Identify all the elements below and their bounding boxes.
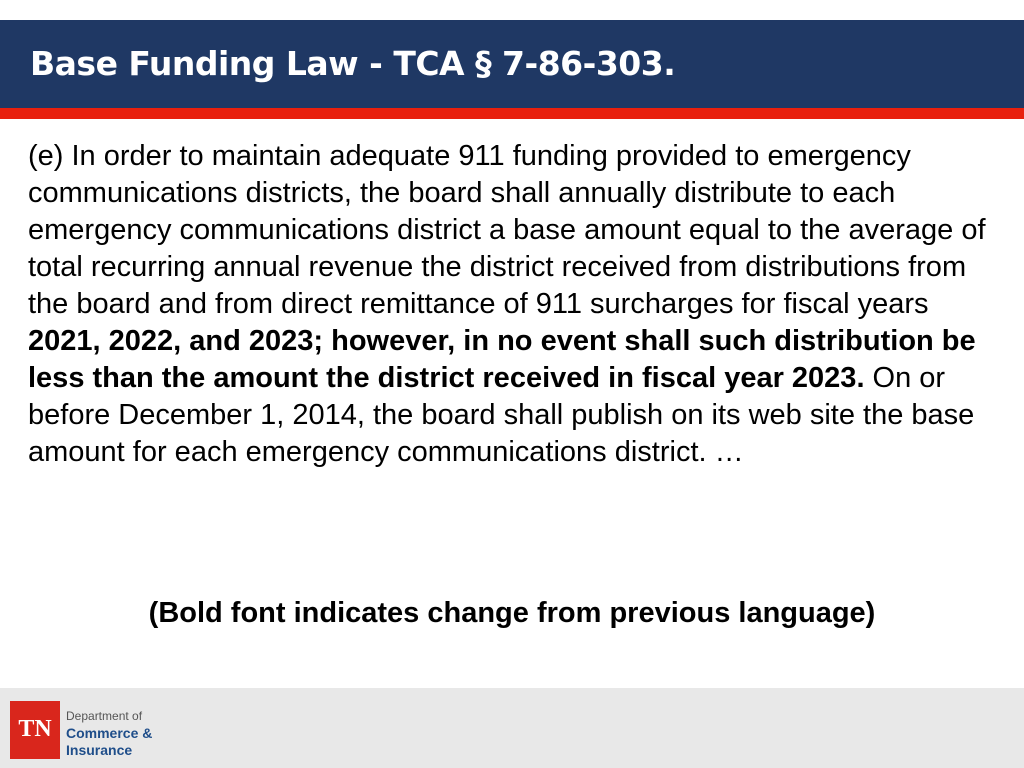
paragraph-rest: On or before December 1, 2014, the board shall publish on its web site the base amount for each emergency communications district. … — [28, 362, 975, 468]
logo-insurance: Insurance — [66, 742, 133, 758]
tn-logo-icon — [10, 701, 60, 759]
paragraph-bold-change: 2021, 2022, and 2023; however, in no event shall such distribution be less than the amount the district received in fiscal year 2023. — [28, 325, 976, 394]
logo-commerce: Commerce & — [66, 725, 153, 741]
slide-title: Base Funding Law - TCA § 7-86-303. — [30, 44, 676, 83]
bold-font-note: (Bold font indicates change from previous language) — [148, 597, 876, 629]
accent-rule — [0, 108, 1024, 119]
logo-department-of: Department of — [66, 709, 143, 723]
tn-logo-mark: TN — [18, 716, 52, 742]
law-paragraph — [28, 138, 998, 471]
paragraph-intro: (e) In order to maintain adequate 911 funding provided to emergency communications districts, the board shall annually distribute to each emergency communications district a base amount equal to the average of total recurring annual revenue the district received from distributions from the board and from direct remittance of 911 surcharges for fiscal years — [28, 140, 986, 320]
department-logo — [10, 701, 210, 761]
